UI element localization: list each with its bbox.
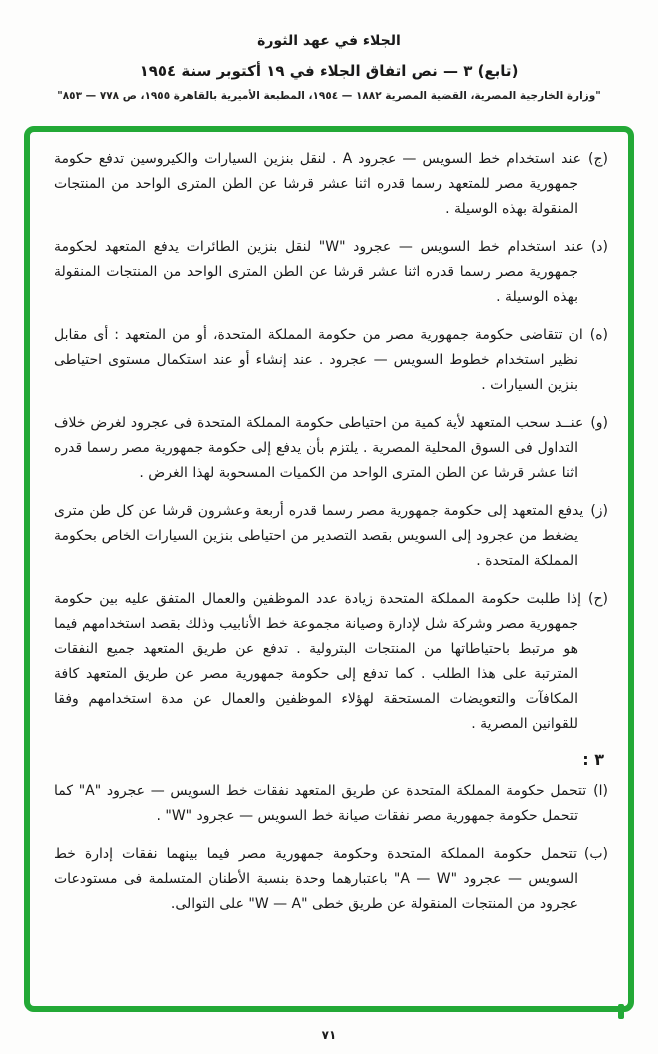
clause-paragraph <box>54 411 608 486</box>
clause-paragraph <box>54 587 608 737</box>
clause-label: (ح) <box>588 591 608 607</box>
item-label: (ب) <box>583 846 608 862</box>
clauses-container <box>54 147 608 1000</box>
page-title: الجلاء في عهد الثورة <box>257 33 401 49</box>
clause-label: (و) <box>590 415 608 431</box>
clause-text: ان تتقاضى حكومة جمهورية مصر من حكومة المملكة المتحدة، أو من المتعهد : أى مقابل نظير استخدام خطوط السويس — عجرود . عند إنشاء أو عند استكمال مستوى احتياطى بنزين السيارات . <box>54 327 583 393</box>
list-item <box>54 842 608 917</box>
page-number: ٧١ <box>321 1028 337 1042</box>
page-subtitle: (تابع) ٣ — نص اتفاق الجلاء في ١٩ أكتوبر سنة ١٩٥٤ <box>139 62 519 80</box>
clause-paragraph <box>54 147 608 222</box>
clause-text: عنــد سحب المتعهد لأية كمية من احتياطى حكومة المملكة المتحدة فى عجرود لغرض خلاف التداول فى السوق المحلية المصرية . يلتزم بأن يدفع إلى حكومة جمهورية مصر رسما قدره اثنا عشر قرشا عن الطن المترى الواحد من الكميات المسحوبة لهذا الغرض . <box>54 415 584 481</box>
clause-text: يدفع المتعهد إلى حكومة جمهورية مصر رسما قدره أربعة وعشرون قرشا عن كل طن مترى يضغط من عجرود إلى السويس بقصد التصدير من احتياطى بنزين السيارات الخاص بحكومة المملكة المتحدة . <box>54 503 584 569</box>
clause-text: إذا طلبت حكومة المملكة المتحدة زيادة عدد الموظفين والعمال المتفق عليه بين حكومة جمهورية مصر وشركة شل لإدارة وصيانة مجموعة خط الأنابيب وذلك بقصد استخدامهم فيما هو مرتبط باحتياطاتها من المنتجات البترولية . تدفع عن طريق المتعهد جميع النفقات المترتبة على هذا الطلب . كما تدفع إلى حكومة جمهورية مصر عن طريق المتعهد كافة المكافآت والتعويضات المستحقة لهؤلاء الموظفين والعمال عن مدة استخدامهم وفقا للقوانين المصرية . <box>54 591 582 732</box>
clause-label: (ز) <box>590 503 608 519</box>
item-text: تتحمل حكومة المملكة المتحدة وحكومة جمهورية مصر فيما بينهما نفقات إدارة خط السويس — عجرود "A — W" باعتبارهما وحدة بنسبة الأطنان المتسلمة فى مستودعات عجرود من المنتجات المنقولة عن طريق خطى "W — A" على التوالى. <box>54 846 578 912</box>
item-text: تتحمل حكومة المملكة المتحدة عن طريق المتعهد نفقات خط السويس — عجرود "A" كما تتحمل حكومة جمهورية مصر نفقات صيانة خط السويس — عجرود "W" . <box>54 783 587 824</box>
clause-paragraph <box>54 323 608 398</box>
clause-paragraph <box>54 235 608 310</box>
clause-text: عند استخدام خط السويس — عجرود A . لنقل بنزين السيارات والكيروسين تدفع حكومة جمهورية مصر للمتعهد رسما قدره اثنا عشر قرشا عن الطن المترى الواحد من المنتجات المنقولة بهذه الوسيلة . <box>54 151 582 217</box>
clause-text: عند استخدام خط السويس — عجرود "W" لنقل بنزين الطائرات يدفع المتعهد لحكومة جمهورية مصر رسما قدره اثنا عشر قرشا عن الطن المترى الواحد من المنتجات المنقولة بهذه الوسيلة . <box>54 239 584 305</box>
source-citation: "وزارة الخارجية المصرية، القضية المصرية ١٨٨٢ — ١٩٥٤، المطبعة الأميرية بالقاهرة ١٩٥٥، ص ٧٧٨ — ٨٥٣" <box>57 90 601 102</box>
document-header <box>0 0 658 102</box>
clause-paragraph <box>54 499 608 574</box>
clause-label: (ج) <box>588 151 608 167</box>
clause-label: (ه) <box>589 327 608 343</box>
item-label: (ا) <box>593 783 608 799</box>
section-heading: ٣ : <box>582 750 604 769</box>
annotation-box <box>24 126 634 1012</box>
clause-label: (د) <box>590 239 608 255</box>
annotation-box-corner-stub <box>618 1004 624 1019</box>
list-item <box>54 779 608 829</box>
